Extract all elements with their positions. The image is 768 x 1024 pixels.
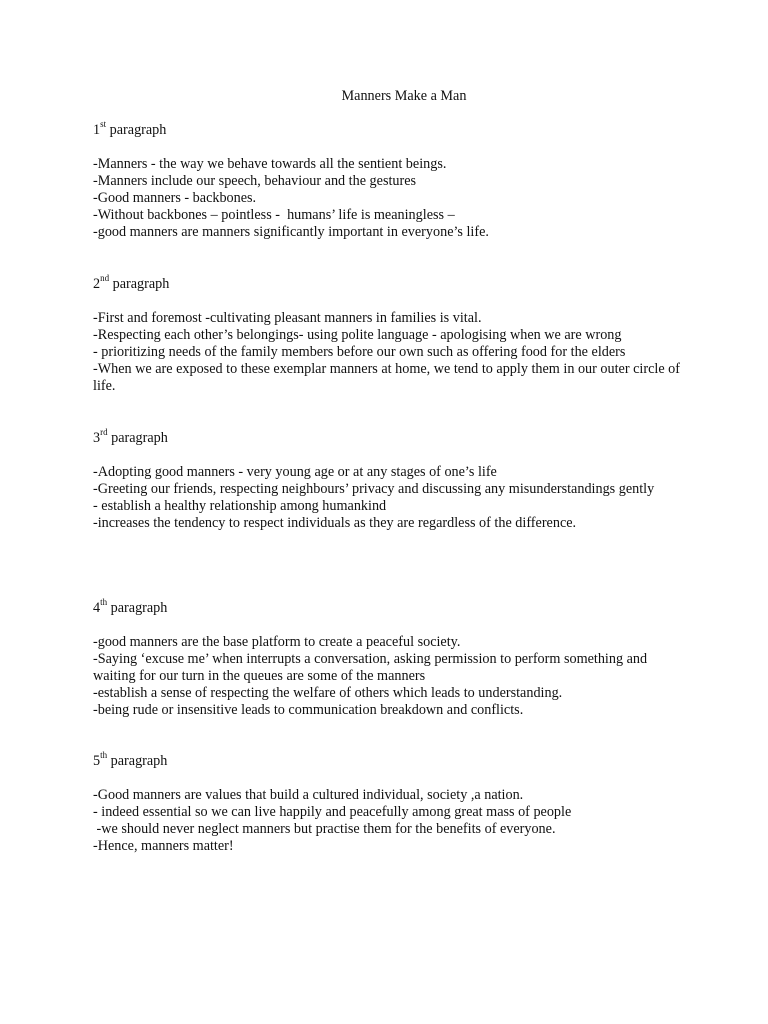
text-line: - establish a healthy relationship among humankind bbox=[93, 498, 387, 514]
text-line: -increases the tendency to respect individuals as they are regardless of the difference. bbox=[93, 515, 577, 531]
section-heading-word: paragraph bbox=[112, 276, 170, 292]
text-line: -When we are exposed to these exemplar manners at home, we tend to apply them in our outer circle of life. bbox=[93, 361, 684, 394]
text-line: -Good manners are values that build a cultured individual, society ,a nation. bbox=[93, 787, 524, 803]
text-line: -Respecting each other’s belongings- using polite language - apologising when we are wrong bbox=[93, 327, 622, 343]
text-line: -Good manners - backbones. bbox=[93, 190, 257, 206]
section-number: 5 bbox=[93, 753, 101, 769]
section-number: 2 bbox=[93, 276, 101, 292]
text-line: -establish a sense of respecting the welfare of others which leads to understanding. bbox=[93, 685, 563, 701]
text-line: -Hence, manners matter! bbox=[93, 838, 234, 854]
document-title: Manners Make a Man bbox=[341, 88, 467, 104]
text-line: - prioritizing needs of the family members before our own such as offering food for the elders bbox=[93, 344, 626, 360]
text-line: -Greeting our friends, respecting neighbours’ privacy and discussing any misunderstandings gently bbox=[93, 481, 655, 497]
text-line: -good manners are manners significantly important in everyone’s life. bbox=[93, 224, 489, 240]
section-heading-word: paragraph bbox=[111, 430, 168, 446]
section-4 bbox=[93, 597, 693, 719]
section-heading bbox=[93, 119, 693, 139]
text-line: -First and foremost -cultivating pleasant manners in families is vital. bbox=[93, 310, 482, 326]
section-heading bbox=[93, 427, 693, 447]
section-heading bbox=[93, 597, 693, 617]
section-number: 4 bbox=[93, 600, 101, 616]
section-heading-word: paragraph bbox=[109, 122, 167, 138]
ordinal-suffix: nd bbox=[100, 273, 110, 284]
section-heading-word: paragraph bbox=[110, 600, 168, 616]
ordinal-suffix: th bbox=[100, 597, 108, 608]
section-heading bbox=[93, 750, 693, 770]
text-line: - indeed essential so we can live happily and peacefully among great mass of people bbox=[93, 804, 572, 820]
section-2 bbox=[93, 273, 693, 395]
text-line: -Manners include our speech, behaviour and the gestures bbox=[93, 173, 417, 189]
section-heading-word: paragraph bbox=[110, 753, 168, 769]
text-line: -being rude or insensitive leads to communication breakdown and conflicts. bbox=[93, 702, 524, 718]
ordinal-suffix: rd bbox=[100, 427, 108, 438]
section-lines bbox=[93, 787, 693, 855]
text-line: -Manners - the way we behave towards all the sentient beings. bbox=[93, 156, 447, 172]
section-heading bbox=[93, 273, 693, 293]
section-number: 3 bbox=[93, 430, 101, 446]
section-lines bbox=[93, 634, 693, 719]
ordinal-suffix: st bbox=[100, 119, 107, 130]
text-line: -Without backbones – pointless - humans’ life is meaningless – bbox=[93, 207, 455, 223]
section-lines bbox=[93, 156, 693, 241]
section-number: 1 bbox=[93, 122, 101, 138]
section-3 bbox=[93, 427, 693, 532]
text-line: -good manners are the base platform to create a peaceful society. bbox=[93, 634, 461, 650]
text-line: -Adopting good manners - very young age or at any stages of one’s life bbox=[93, 464, 497, 480]
text-line: -we should never neglect manners but practise them for the benefits of everyone. bbox=[93, 821, 556, 837]
text-line: -Saying ‘excuse me’ when interrupts a conversation, asking permission to perform something and waiting for our turn in the queues are some of the manners bbox=[93, 651, 651, 684]
section-1 bbox=[93, 119, 693, 241]
ordinal-suffix: th bbox=[100, 750, 108, 761]
section-5 bbox=[93, 750, 693, 855]
section-lines bbox=[93, 464, 693, 532]
section-lines bbox=[93, 310, 693, 395]
